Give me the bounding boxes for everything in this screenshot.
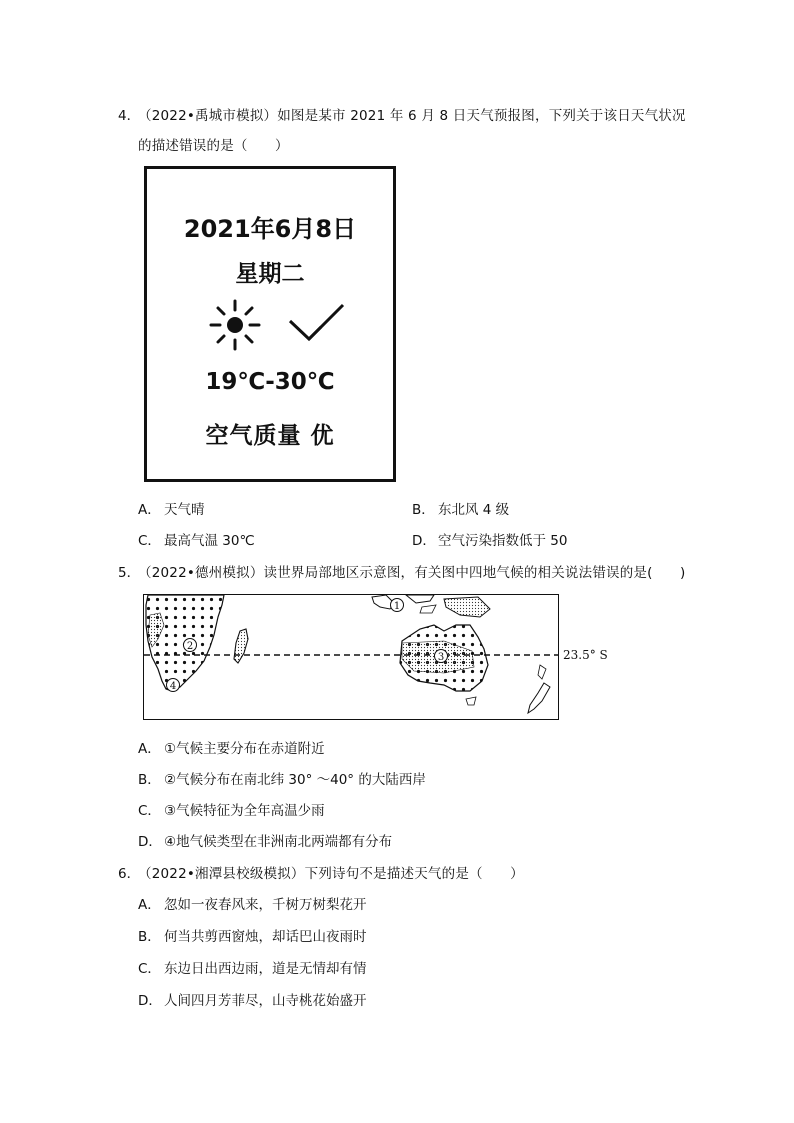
new-zealand-landmass: [528, 683, 550, 713]
weather-forecast-card: [144, 166, 396, 482]
question-stem-continued: 的描述错误的是（ ）: [138, 138, 289, 154]
option-label: B．: [412, 502, 435, 518]
option-label: C．: [138, 961, 161, 977]
option-c[interactable]: [138, 529, 255, 549]
option-text: 最高气温 30℃: [164, 533, 255, 549]
madagascar-landmass: [234, 629, 248, 663]
option-text: 东北风 4 级: [438, 502, 510, 518]
question-stem: （2022•湘潭县校级模拟）下列诗句不是描述天气的是（ ）: [138, 866, 524, 882]
option-b[interactable]: [138, 925, 367, 945]
option-d[interactable]: [412, 529, 567, 549]
option-a[interactable]: [138, 737, 325, 757]
option-label: B．: [138, 929, 161, 945]
option-text: 人间四月芳菲尽，山寺桃花始盛开: [164, 993, 367, 1009]
option-text: ①气候主要分布在赤道附近: [164, 741, 325, 757]
option-text: ④地气候类型在非洲南北两端都有分布: [164, 834, 393, 850]
option-text: 天气晴: [164, 502, 205, 518]
option-label: B．: [138, 772, 161, 788]
forecast-temperature: 19℃-30℃: [205, 369, 335, 395]
option-label: D．: [412, 533, 436, 549]
option-text: 东边日出西边雨，道是无情却有情: [164, 961, 367, 977]
option-label: A．: [138, 897, 161, 913]
option-a[interactable]: [138, 498, 205, 518]
option-label: A．: [138, 502, 161, 518]
forecast-air-quality: 空气质量 优: [205, 423, 335, 449]
option-c[interactable]: [138, 957, 367, 977]
option-label: C．: [138, 533, 161, 549]
question-stem: （2022•德州模拟）读世界局部地区示意图，有关图中四地气候的相关说法错误的是( ): [138, 565, 686, 581]
map-marker-1: 1: [393, 601, 401, 612]
option-d[interactable]: [138, 989, 367, 1009]
option-a[interactable]: [138, 893, 367, 913]
forecast-weekday: 星期二: [235, 261, 305, 287]
forecast-date: 2021年6月8日: [183, 215, 357, 243]
option-d[interactable]: [138, 830, 392, 850]
map-marker-3: 3: [437, 652, 445, 663]
map-marker-2: 2: [186, 641, 194, 652]
question-stem: （2022•禹城市模拟）如图是某市 2021 年 6 月 8 日天气预报图，下列关于该日天气状况: [138, 108, 686, 124]
option-label: C．: [138, 803, 161, 819]
option-label: A．: [138, 741, 161, 757]
option-text: 何当共剪西窗烛，却话巴山夜雨时: [164, 929, 367, 945]
sun-icon: [207, 297, 263, 353]
option-text: ②气候分布在南北纬 30° ～40° 的大陆西岸: [164, 772, 426, 788]
question-number: 5．: [118, 565, 141, 581]
question-number: 6．: [118, 866, 141, 882]
option-label: D．: [138, 993, 162, 1009]
option-text: ③气候特征为全年高温少雨: [164, 803, 325, 819]
question-number: 4．: [118, 108, 141, 124]
world-region-map: [143, 594, 559, 720]
option-c[interactable]: [138, 799, 325, 819]
option-b[interactable]: [412, 498, 509, 518]
tropic-label: 23.5° S: [563, 648, 608, 662]
option-text: 空气污染指数低于 50: [438, 533, 568, 549]
option-label: D．: [138, 834, 162, 850]
option-b[interactable]: [138, 768, 426, 788]
wind-direction-check-icon: [287, 299, 347, 345]
map-marker-4: 4: [169, 681, 177, 692]
option-text: 忽如一夜春风来，千树万树梨花开: [164, 897, 367, 913]
